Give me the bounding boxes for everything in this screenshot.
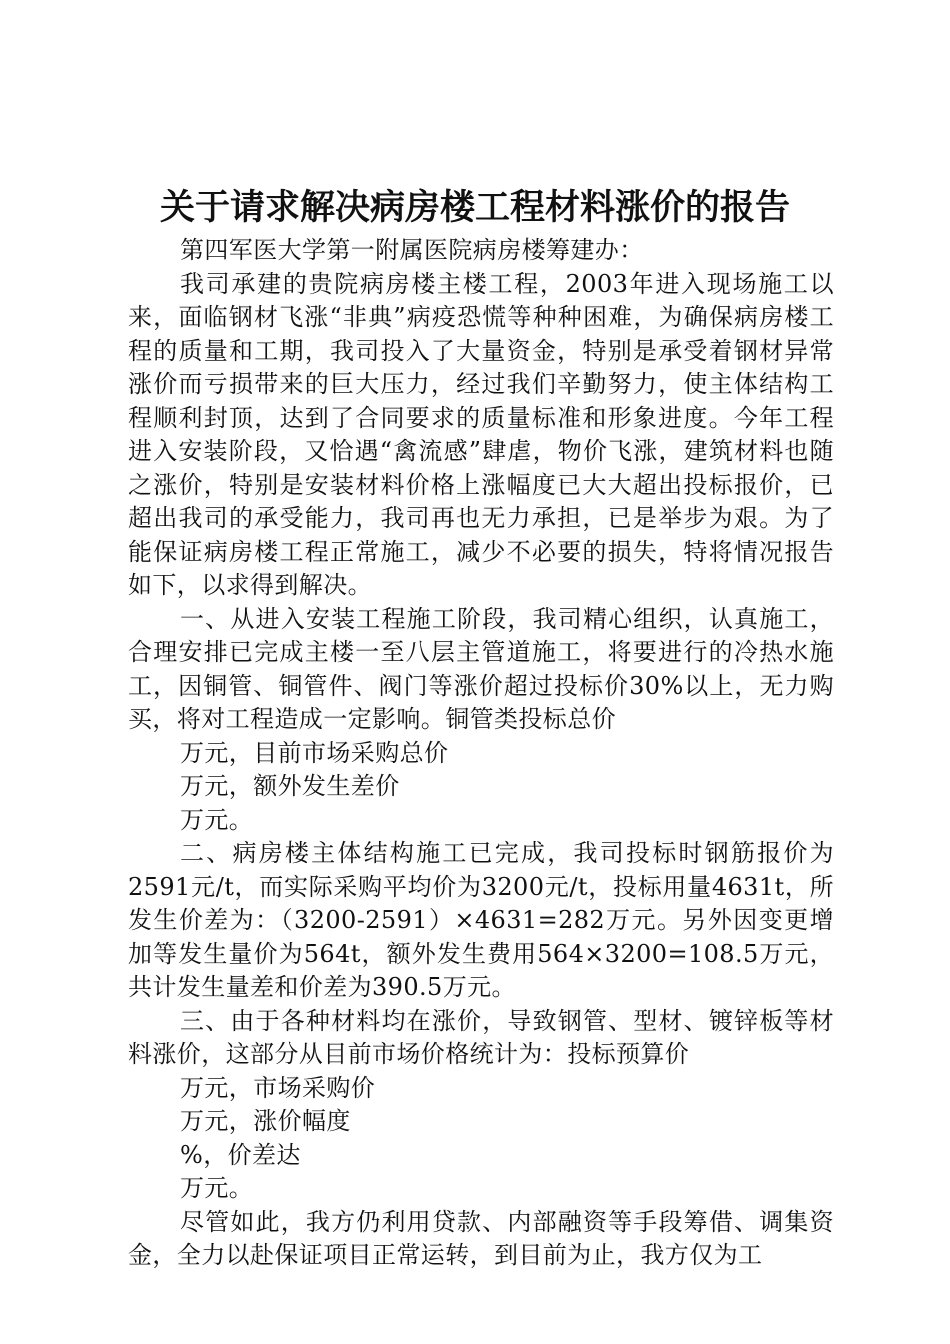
item1-line-b: 万元，额外发生差价	[180, 772, 400, 800]
item2-paragraph: 二、病房楼主体结构施工已完成，我司投标时钢筋报价为2591元/t，而实际采购平均价为3200元/t，投标用量4631t，所发生价差为：（3200-2591）×4631=282万元。另外因变更增加等发生量价为564t，额外发生费用564×3200=108.5万元，共计发生量差和价差为390.5万元。	[128, 839, 834, 1001]
item3-line-b: 万元，涨价幅度	[180, 1107, 351, 1135]
closing-paragraph: 尽管如此，我方仍利用贷款、内部融资等手段筹借、调集资金，全力以赴保证项目正常运转，到目前为止，我方仅为工	[128, 1207, 834, 1269]
salutation: 第四军医大学第一附属医院病房楼筹建办：	[180, 236, 644, 264]
intro-paragraph: 我司承建的贵院病房楼主楼工程，2003年进入现场施工以来，面临钢材飞涨“非典”病疫恐慌等种种困难，为确保病房楼工程的质量和工期，我司投入了大量资金，特别是承受着钢材异常涨价而亏损带来的巨大压力，经过我们辛勤努力，使主体结构工程顺利封顶，达到了合同要求的质量标准和形象进度。今年工程进入安装阶段，又恰遇“禽流感”肆虐，物价飞涨，建筑材料也随之涨价，特别是安装材料价格上涨幅度已大大超出投标报价，已超出我司的承受能力，我司再也无力承担，已是举步为艰。为了能保证病房楼工程正常施工，减少不必要的损失，特将情况报告如下，以求得到解决。	[128, 269, 834, 599]
item3-paragraph: 三、由于各种材料均在涨价，导致钢管、型材、镀锌板等材料涨价，这部分从目前市场价格统计为：投标预算价	[128, 1006, 834, 1068]
item1-paragraph: 一、从进入安装工程施工阶段，我司精心组织，认真施工，合理安排已完成主楼一至八层主管道施工，将要进行的冷热水施工，因铜管、铜管件、阀门等涨价超过投标价30%以上，无力购买，将对工程造成一定影响。铜管类投标总价	[128, 604, 834, 733]
item3-line-a: 万元，市场采购价	[180, 1073, 376, 1102]
document-body	[128, 234, 834, 1273]
document-title: 关于请求解决病房楼工程材料涨价的报告	[159, 188, 790, 228]
item1-line-c: 万元。	[180, 805, 254, 834]
item3-line-d: 万元。	[180, 1174, 254, 1202]
item3-line-c: %，价差达	[180, 1140, 301, 1169]
item1-line-a: 万元，目前市场采购总价	[180, 738, 449, 767]
